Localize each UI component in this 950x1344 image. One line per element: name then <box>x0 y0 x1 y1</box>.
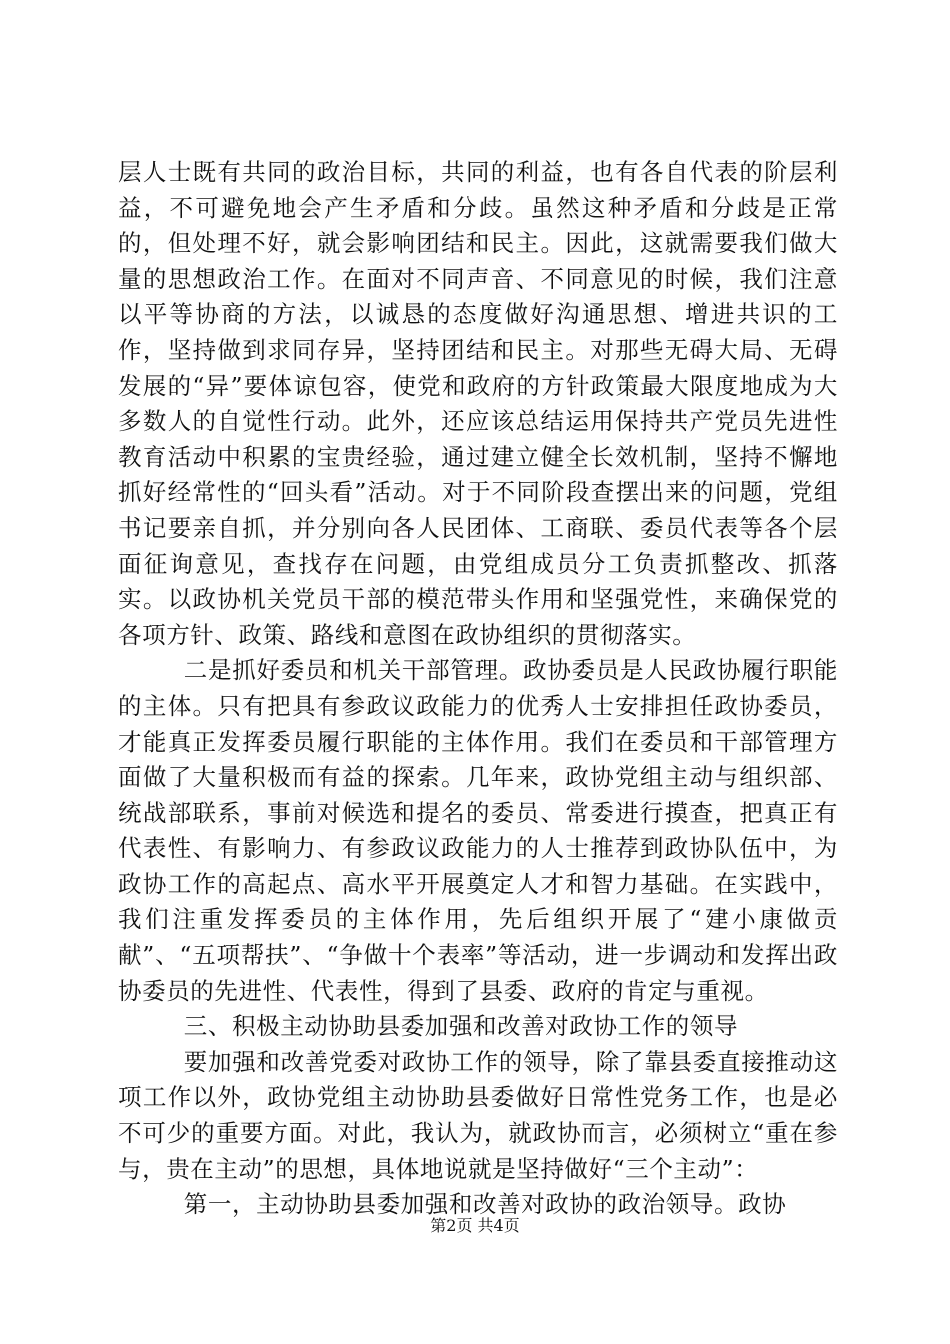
page-number: 第2页 共4页 <box>430 1216 520 1235</box>
paragraph-4: 第一，主动协助县委加强和改善对政协的政治领导。政协 <box>183 1190 787 1219</box>
paragraph-2: 二是抓好委员和机关干部管理。政协委员是人民政协履行职能的主体。只有把具有参政议政能力的优秀人士安排担任政协委员，才能真正发挥委员履行职能的主体作用。我们在委员和干部管理方面做了大量积极而有益的探索。几年来，政协党组主动与组织部、统战部联系，事前对候选和提名的委员、常委进行摸查，把真正有代表性、有影响力、有参政议政能力的人士推荐到政协队伍中，为政协工作的高起点、高水平开展奠定人才和智力基础。在实践中，我们注重发挥委员的主体作用，先后组织开展了“建小康做贡献”、“五项帮扶”、“争做十个表率”等活动，进一步调动和发挥出政协委员的先进性、代表性，得到了县委、政府的肯定与重视。 <box>118 656 838 1005</box>
document-body <box>118 155 838 1223</box>
section-heading-3: 三、积极主动协助县委加强和改善对政协工作的领导 <box>183 1012 739 1041</box>
paragraph-3: 要加强和改善党委对政协工作的领导，除了靠县委直接推动这项工作以外，政协党组主动协助县委做好日常性党务工作，也是必不可少的重要方面。对此，我认为，就政协而言，必须树立“重在参与，贵在主动”的思想，具体地说就是坚持做好“三个主动”： <box>118 1047 838 1183</box>
page-footer <box>0 1213 950 1236</box>
paragraph-1: 层人士既有共同的政治目标，共同的利益，也有各自代表的阶层利益，不可避免地会产生矛盾和分歧。虽然这种矛盾和分歧是正常的，但处理不好，就会影响团结和民主。因此，这就需要我们做大量的思想政治工作。在面对不同声音、不同意见的时候，我们注意以平等协商的方法，以诚恳的态度做好沟通思想、增进共识的工作，坚持做到求同存异，坚持团结和民主。对那些无碍大局、无碍发展的“异”要体谅包容，使党和政府的方针政策最大限度地成为大多数人的自觉性行动。此外，还应该总结运用保持共产党员先进性教育活动中积累的宝贵经验，通过建立健全长效机制，坚持不懈地抓好经常性的“回头看”活动。对于不同阶段查摆出来的问题，党组书记要亲自抓，并分别向各人民团体、工商联、委员代表等各个层面征询意见，查找存在问题，由党组成员分工负责抓整改、抓落实。以政协机关党员干部的模范带头作用和坚强党性，来确保党的各项方针、政策、路线和意图在政协组织的贯彻落实。 <box>118 158 838 649</box>
